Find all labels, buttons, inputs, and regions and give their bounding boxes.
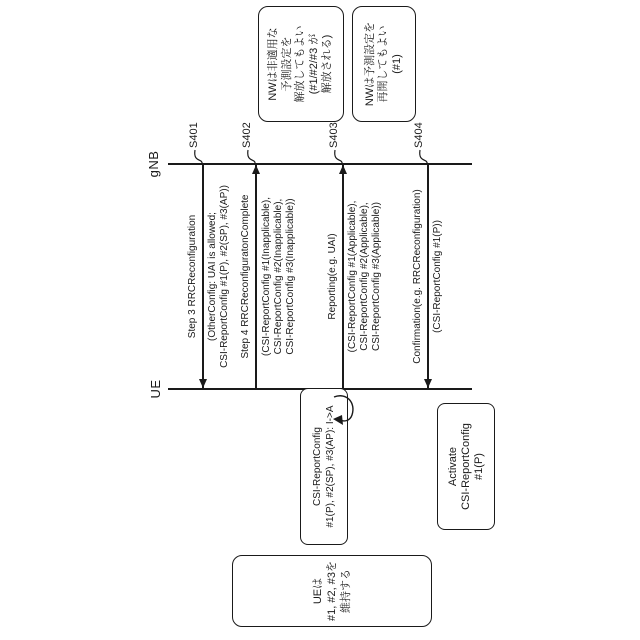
step-label-s403: S403	[328, 122, 340, 148]
note-line: CSI-ReportConfig	[312, 427, 323, 506]
note-line: 予測設定を	[280, 36, 293, 92]
actor-label-ue: UE	[148, 379, 163, 399]
note-line: CSI-ReportConfig	[459, 423, 472, 510]
message-param-line: CSI-ReportConfig #2(Applicable),	[359, 202, 370, 351]
message-param-line: (CSI-ReportConfig #1(Inapplicable),	[261, 197, 272, 356]
arrowhead-right-icon	[339, 165, 347, 174]
step-label-s404: S404	[413, 122, 425, 148]
step-label-s402: S402	[241, 122, 253, 148]
note-line: UEは	[312, 577, 324, 605]
note-line: Activate	[446, 446, 459, 487]
message-param-line: CSI-ReportConfig #3(Inapplicable))	[285, 198, 296, 355]
note-line: 維持する	[340, 569, 352, 613]
message-param-line: (CSI-ReportConfig #1(P))	[432, 220, 443, 333]
note-line: 解放される)	[321, 34, 334, 94]
message-arrow-s401	[202, 165, 204, 388]
message-title-s403: Reporting(e.g. UAI)	[327, 233, 338, 320]
note-line: 再開してもよい	[377, 25, 390, 103]
step-label-s401: S401	[188, 122, 200, 148]
note-line: #1, #2, #3を	[326, 561, 338, 621]
note-line: NWは非適用な	[267, 27, 280, 101]
message-params-s404	[432, 165, 444, 388]
message-param-line: CSI-ReportConfig #1(P), #2(SP), #3(AP))	[219, 185, 230, 368]
arrowhead-right-icon	[252, 165, 260, 174]
message-params-s401	[207, 165, 231, 388]
message-params-s403	[347, 165, 383, 388]
message-arrow-s403	[342, 165, 344, 388]
message-param-line: (CSI-ReportConfig #1(Applicable),	[347, 200, 358, 353]
message-param-line: CSI-ReportConfig #3(Applicable))	[371, 202, 382, 351]
message-title-s404: Confirmation(e.g. RRCReconfiguration)	[412, 189, 423, 364]
message-arrow-s404	[427, 165, 429, 388]
note-line: #1(P)	[472, 453, 485, 480]
note-line: (#1)	[390, 54, 403, 74]
arrowhead-left-icon	[424, 379, 432, 388]
actor-label-gnb: gNB	[146, 150, 161, 178]
note-nw-restart	[352, 6, 416, 122]
note-ue-activate	[437, 403, 495, 530]
note-line: NWは予測設定を	[363, 21, 376, 107]
self-loop-arrow-icon	[331, 392, 357, 428]
message-title-s402: Step 4 RRCReconfiguratonComplete	[240, 194, 251, 359]
note-ue-maintain	[232, 555, 432, 627]
step-leader-squiggle-icon	[191, 149, 203, 165]
arrowhead-left-icon	[199, 379, 207, 388]
step-leader-squiggle-icon	[331, 149, 343, 165]
note-line: (#1/#2/#3 が	[307, 33, 320, 95]
step-leader-squiggle-icon	[416, 149, 428, 165]
message-param-line: CSI-ReportConfig #2(Inapplicable),	[273, 198, 284, 355]
note-nw-release	[258, 6, 344, 122]
message-arrow-s402	[255, 165, 257, 388]
message-params-s402	[261, 165, 297, 388]
message-param-line: (OtherConfig: UAI is allowed;	[207, 212, 218, 341]
note-line: 解放してもよい	[294, 25, 307, 103]
step-leader-squiggle-icon	[244, 149, 256, 165]
note-line: #1(P), #2(SP), #3(AP): I->A	[325, 405, 336, 528]
message-title-s401: Step 3 RRCReconfiguration	[187, 214, 198, 339]
